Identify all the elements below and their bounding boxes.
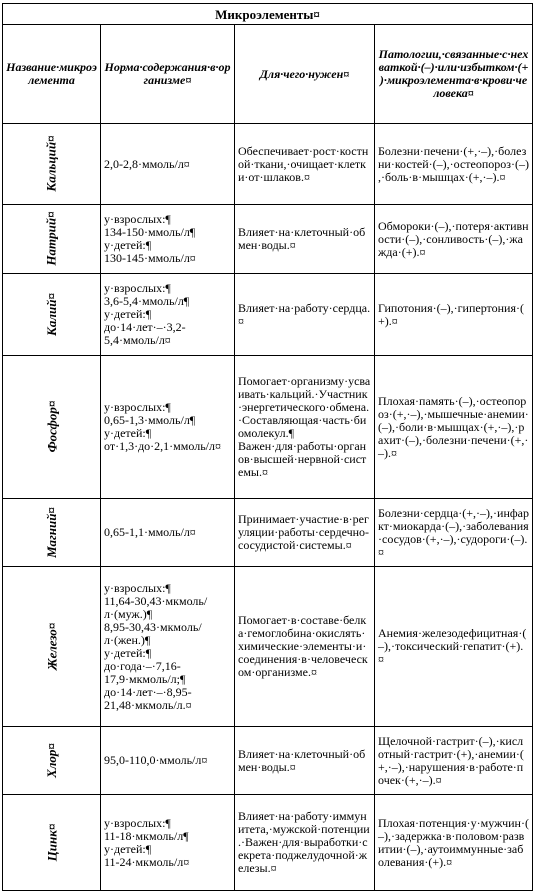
element-name-cell [3,274,101,356]
table-row-sodium [3,205,533,274]
pathology-cell: Болезни·сердца·(+,·–),·инфаркт·миокарда·(–),·заболевания·сосудов·(+,·–),·судороги·(–).¤ [375,499,533,567]
table-row-potassium [3,274,533,356]
element-name: Магний¤ [43,506,59,558]
pathology-cell: Болезни·печени·(+,·–),·болезни·костей·(–),·остеопороз·(–),·боль·в·мышцах·(+,·–).¤ [375,124,533,205]
header-name: Название·микроэлемента [3,25,101,124]
purpose-cell: Помогает·организму·усваивать·кальций.·Участник·энергетического·обмена.·Составляющая·часть·биомолекул.¶ Важен·для·работы·органов·высшей·нервной·системы.¤ [235,356,375,499]
norm-cell: 95,0-110,0·ммоль/л¤ [101,727,235,795]
norm-cell: у·взрослых:¶ 134-150·ммоль/л¶ у·детей:¶ 130-145·ммоль/л¤ [101,205,235,274]
element-name-cell [3,727,101,795]
element-name-cell [3,795,101,891]
purpose-cell: Влияет·на·клеточный·обмен·воды.¤ [235,727,375,795]
norm-cell: у·взрослых:¶ 3,6-5,4·ммоль/л¶ у·детей:¶ до·14·лет·–·3,2-5,4·ммоль/л¤ [101,274,235,356]
purpose-cell: Обеспечивает·рост·костной·ткани,·очищает·клетки·от·шлаков.¤ [235,124,375,205]
element-name-cell [3,356,101,499]
element-name: Кальций¤ [44,135,59,192]
microelements-table [2,3,533,891]
pathology-cell: Плохая·потенция·у·мужчин·(–),·задержка·в·половом·развитии·(–),·аутоиммунные·заболевания·(+).¤ [375,795,533,891]
header-norm: Норма·содержания·в·организме¤ [101,25,235,124]
table-title: Микроэлементы¤ [3,4,533,25]
pathology-cell: Обмороки·(–),·потеря·активности·(–),·сонливость·(–),·жажда·(+).¤ [375,205,533,274]
table-row-phosphorus [3,356,533,499]
element-name: Натрий¤ [44,211,59,266]
element-name-cell [3,499,101,567]
table-row-zinc [3,795,533,891]
element-name: Фосфор¤ [44,400,59,453]
purpose-cell: Помогает·в·составе·белка·гемоглобина·окислять·химические·элементы·и·соединения·в·человеческом·организме.¤ [235,567,375,727]
element-name: Железо¤ [44,622,59,670]
norm-cell: у·взрослых:¶ 11-18·мкмоль/л¶ у·детей:¶ 11-24·мкмоль/л¤ [101,795,235,891]
norm-cell: 0,65-1,1·ммоль/л¤ [101,499,235,567]
table-row-chlorine [3,727,533,795]
element-name-cell [3,567,101,727]
pathology-cell: Щелочной·гастрит·(–),·кислотный·гастрит·(+),·анемии·(+,·–),·нарушения·в·работе·почек·(+,·–).¤ [375,727,533,795]
pathology-cell: Плохая·память·(–),·остеопороз·(+,·–),·мышечные·анемии·(–),·боли·в·мышцах·(+,·–),·рахит·(–),·болезни·печени·(+,·–).¤ [375,356,533,499]
purpose-cell: Влияет·на·работу·сердца.¤ [235,274,375,356]
norm-cell: у·взрослых:¶ 0,65-1,3·ммоль/л¶ у·детей:¶ от·1,3·до·2,1·ммоль/л¤ [101,356,235,499]
element-name: Калий¤ [43,292,59,336]
header-row [3,25,533,124]
pathology-cell: Гипотония·(–),·гипертония·(+).¤ [375,274,533,356]
table-row-magnesium [3,499,533,567]
element-name: Хлор¤ [44,742,59,778]
element-name-cell [3,124,101,205]
title-row [3,4,533,25]
pathology-cell: Анемия·железодефицитная·(–),·токсический·гепатит·(+).¤ [375,567,533,727]
purpose-cell: Влияет·на·работу·иммунитета,·мужской·потенции.·Важен·для·выработки·секрета·поджелудочной·железы.¤ [235,795,375,891]
norm-cell: у·взрослых:¶ 11,64-30,43·мкмоль/л·(муж.)¶ 8,95-30,43·мкмоль/л·(жен.)¶ у·детей:¶ до·года·–·7,16-17,9·мкмоль/л;¶ до·14·лет·–·8,95-21,48·мкмоль/л.¤ [101,567,235,727]
table-row-calcium [3,124,533,205]
table-row-iron [3,567,533,727]
purpose-cell: Принимает·участие·в·регуляции·работы·сердечно-сосудистой·системы.¤ [235,499,375,567]
header-pathology: Патологии,·связанные·с·нехваткой·(–)·или·избытком·(+)·микроэлемента·в·крови·человека¤ [375,25,533,124]
element-name: Цинк¤ [44,823,59,861]
purpose-cell: Влияет·на·клеточный·обмен·воды.¤ [235,205,375,274]
header-need: Для·чего·нужен¤ [235,25,375,124]
norm-cell: 2,0-2,8·ммоль/л¤ [101,124,235,205]
element-name-cell [3,205,101,274]
